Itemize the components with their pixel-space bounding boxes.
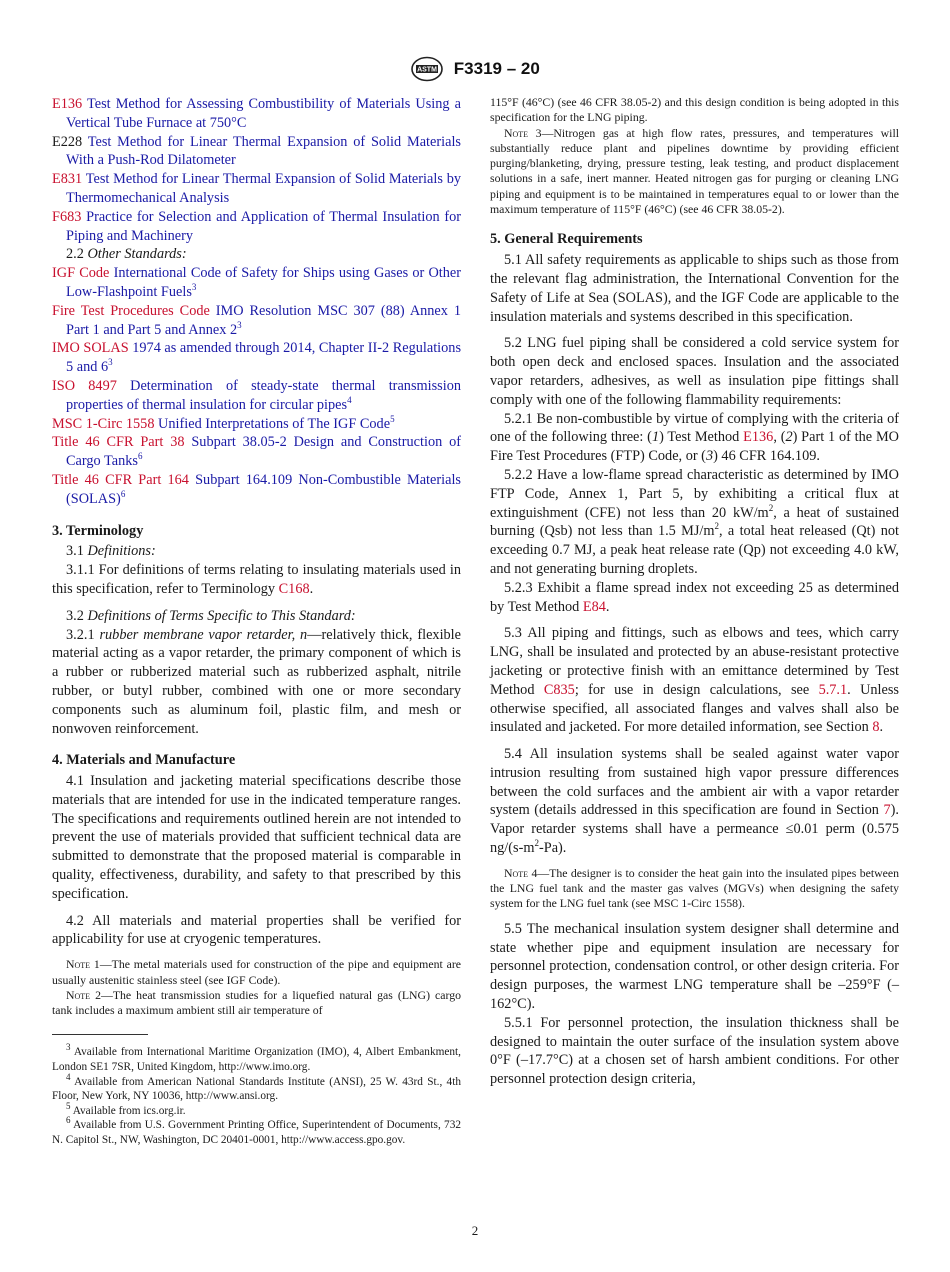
footnote-divider <box>52 1034 148 1035</box>
section-heading: 5. General Requirements <box>490 231 643 248</box>
note: Note 1—The metal materials used for construction of the pipe and equipment are usually austenitic stainless steel (see IGF Code). <box>52 957 462 987</box>
reference-item <box>52 170 461 208</box>
footnote: $^6$ Available from U.S. Government Printing Office, Superintendent of Documents, 732 N. Capitol St., NW, Washington, DC 20401-0001, http://www.access.gpo.gov. <box>52 1115 461 1147</box>
cross-ref-link[interactable]: C168 <box>278 580 310 597</box>
reference-code[interactable]: E136 <box>52 96 83 112</box>
left-column <box>52 95 461 1148</box>
reference-item: IMO SOLAS 1974 as amended through 2014, Chapter II-2 Regulations 5 and $6^3$ <box>52 340 462 376</box>
note: Note 4—The designer is to consider the heat gain into the insulated pipes between the LNG fuel tank and the master gas valves (MGVs) when designing the safety system for the LNG fuel tank (see MSC 1-Circ 1558). <box>490 865 899 911</box>
footnote: $^4$ Available from American National Standards Institute (ANSI), 25 W. 43rd St., 4th Floor, New York, NY 10036, http://www.ansi.org. <box>52 1071 461 1103</box>
right-column <box>490 95 899 1089</box>
paragraph: 3.2.1 rubber membrane vapor retarder, n—relatively thick, flexible material acting as a vapor retarder, the primary component of which is a rubber or rubberized material such as rubberized asphalt, nitrile rubber, or butyl rubber, combined with one or more secondary components such as aluminum foil, plastic film, and mesh or nonwoven reinforcement. <box>52 626 462 737</box>
svg-text:ASTM: ASTM <box>417 66 438 74</box>
designation: F3319 – 20 <box>453 58 540 78</box>
reference-item: Fire Test Procedures Code IMO Resolution MSC 307 (88) Annex 1 Part 1 and Part 5 and Annex $2^3$ <box>52 302 461 338</box>
reference-title[interactable]: Practice for Selection and Application of Thermal Insulation for Piping and Machinery <box>66 208 461 244</box>
paragraph: 4.2 All materials and material properties shall be verified for applicability for use at cryogenic temperatures. <box>52 912 461 948</box>
paragraph: 3.1 Definitions: <box>66 543 156 560</box>
paragraph: 5.3 All piping and fittings, such as elbows and tees, which carry LNG, shall be insulated and protected by an abuse-resistant protective jacketing or protective finish with an emittance determined by Test Method C835; for use in design calculations, see 5.7.1. Unless otherwise specified, all associated flanges and valves shall also be insulated and jacketed. For more detailed information, see Section 8. <box>490 625 900 736</box>
reference-item: MSC 1-Circ 1558 Unified Interpretations of The IGF Code$^5$ <box>52 413 395 432</box>
reference-item: Title 46 CFR Part 38 Subpart 38.05-2 Design and Construction of Cargo Tanks$^6$ <box>52 434 462 470</box>
page-header <box>0 56 950 84</box>
paragraph: 4.1 Insulation and jacketing material specifications describe those materials that are intended for use in the indicated temperature ranges. The specifications and requirements outlined herein are not intended to prevent the use of materials provided that sufficient technical data are submitted to demonstrate that the proposed material is comparable in quality, effectiveness, durability, and safety to that prescribed by this specification. <box>52 773 461 902</box>
reference-title[interactable]: Test Method for Linear Thermal Expansion of Solid Materials by Thermomechanical Analysis <box>66 171 461 206</box>
footnote: $^5$ Available from ics.org.ir. <box>66 1101 186 1117</box>
paragraph: 5.5.1 For personnel protection, the insulation thickness shall be designed to maintain the outer surface of the insulation system above 0°F (–17.7°C) at a chosen set of harsh ambient conditions. For other personnel protection design criteria, <box>490 1014 899 1088</box>
cross-ref-link[interactable]: 8 <box>872 719 880 736</box>
footnotes <box>52 1042 462 1147</box>
reference-item <box>52 133 461 171</box>
note: Note 3—Nitrogen gas at high flow rates, pressures, and temperatures will substantially reduce plant and pipelines downtime by providing efficient purging/blanketing, drying, pressure testing, leak testing, and product displacement solutions in a safe, inert manner. Heated nitrogen gas for purging or cleaning LNG piping and equipment is to be maintained in temperatures equal to or lower than the maximum temperature of 115°F (46°C) (see 46 CFR 38.05-2). <box>490 125 899 217</box>
reference-item <box>52 208 461 246</box>
reference-item: IGF Code International Code of Safety for Ships using Gases or Other Low-Flashpoint Fuels$^3$ <box>52 265 461 300</box>
reference-title[interactable]: Test Method for Assessing Combustibility of Materials Using a Vertical Tube Furnace at 750°C <box>66 96 461 131</box>
reference-list <box>52 95 461 245</box>
cross-ref-link[interactable]: E136 <box>743 429 774 446</box>
paragraph: 5.2.3 Exhibit a flame spread index not exceeding 25 as determined by Test Method E84. <box>490 579 899 615</box>
reference-code[interactable]: E831 <box>52 171 83 188</box>
page-number: 2 <box>471 1223 479 1238</box>
note-continued: 115°F (46°C) (see 46 CFR 38.05-2) and this design condition is being adopted in this specification for the LNG piping. <box>490 95 899 125</box>
paragraph: 3.1.1 For definitions of terms relating to insulating materials used in this specification, refer to Terminology C168. <box>52 562 461 597</box>
paragraph: 5.4 All insulation systems shall be sealed against water vapor intrusion resulting from sustained high vapor pressure differences between the cold surfaces and the ambient air with a vapor retarder system (details addressed in this specification are found in Section 7). Vapor retarder systems shall have a permeance ≤0.01 perm (0.575 $ng/(s-m^2-Pa)$. <box>490 746 899 857</box>
section-heading: 4. Materials and Manufacture <box>52 752 236 769</box>
paragraph: 5.2.2 Have a low-flame spread characteristic as determined by IMO FTP Code, Annex 1, Part 5, by exhibiting a critical flux at extinguishment (CFE) not less than 20 $kW/m^2$, a heat of sustained burning (Qsb) not less than 1.5 $MJ/m^2$, a total heat released (Qt) not exceeding 0.7 MJ, a peak heat release rate (Qp) not exceeding 4.0 kW, and not generating burning droplets. <box>490 466 899 577</box>
footnote: $^3$ Available from International Maritime Organization (IMO), 4, Albert Embankment, London SE1 7SR, United Kingdom, http://www.imo.org. <box>52 1042 462 1074</box>
astm-logo-icon <box>410 56 444 82</box>
reference-item: ISO 8497 Determination of steady-state thermal transmission properties of thermal insulation for circular pipes$^4$ <box>52 377 461 413</box>
cross-ref-link[interactable]: C835 <box>543 681 575 698</box>
cross-ref-link[interactable]: 5.7.1 <box>818 681 848 698</box>
reference-code[interactable]: F683 <box>52 208 82 225</box>
paragraph: 5.2.1 Be non-combustible by virtue of complying with the criteria of one of the following three: (1) Test Method E136, (2) Part 1 of the MO Fire Test Procedures (FTP) Code, or (3) 46 CFR 164.109. <box>490 410 899 465</box>
reference-item <box>52 95 461 133</box>
cross-ref-link[interactable]: E84 <box>582 598 606 615</box>
paragraph: 5.5 The mechanical insulation system designer shall determine and state whether pipe and equipment insulation are necessary for personnel protection, condensation control, or other design criteria. For design purposes, the warmest LNG temperature shall be –259°F (–162°C). <box>490 920 899 1012</box>
cross-ref-link[interactable]: 7 <box>883 802 891 819</box>
reference-code: E228 <box>52 133 83 150</box>
reference-item: Title 46 CFR Part 164 Subpart 164.109 Non-Combustible Materials (SOLAS)$^6$ <box>52 471 461 507</box>
other-standards-heading: 2.2 Other Standards: <box>66 246 187 263</box>
reference-title[interactable]: Test Method for Linear Thermal Expansion of Solid Materials With a Push-Rod Dilatometer <box>66 133 461 169</box>
paragraph: 3.2 Definitions of Terms Specific to This Standard: <box>66 607 356 624</box>
paragraph: 5.2 LNG fuel piping shall be considered a cold service system for both open deck and enclosed spaces. Insulation and the associated vapor retarders, adhesives, as well as insulation pipe fittings shall comply with one of the following flammability requirements: <box>490 335 899 408</box>
paragraph: 5.1 All safety requirements as applicable to ships such as those from the relevant flag administration, the International Convention for the Safety of Life at Sea (SOLAS), and the IGF Code are applicable to the insulation materials and systems described in this specification. <box>490 252 899 325</box>
section-heading: 3. Terminology <box>52 522 144 539</box>
other-standards-list <box>52 264 461 508</box>
note: Note 2—The heat transmission studies for a liquefied natural gas (LNG) cargo tank includes a maximum ambient still air temperature of <box>52 987 462 1018</box>
